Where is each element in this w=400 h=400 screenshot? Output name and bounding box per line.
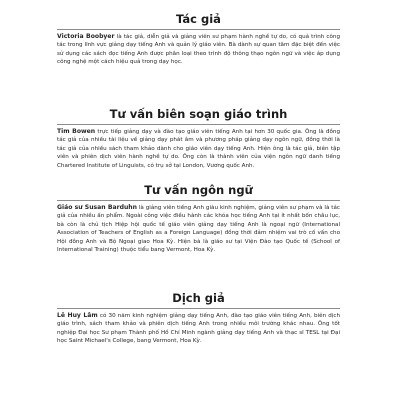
section-body — [57, 33, 340, 67]
bio-text: trực tiếp giảng dạy và đào tạo giáo viên tiếng Anh tại hơn 30 quốc gia. Ông là đồng tác giả của nhiều tài liệu về giảng dạy phát âm và phương pháp giảng dạy ngôn ngữ, đồng thời là tác giả của nhiều sách tham khảo dành cho giáo viên dạy tiếng Anh. Hiện ông là tác giả, biên tập viên và phiên dịch viên hành nghề tự do. Ông còn là thành viên của viện ngôn ngữ danh tiếng Chartered Institute of Linguists, có trụ sở tại London, Vương quốc Anh. — [57, 129, 340, 169]
section-heading: Tư vấn ngôn ngữ — [144, 183, 253, 197]
section-heading: Tư vấn biên soạn giáo trình — [109, 107, 288, 121]
bio-text: có 30 năm kinh nghiệm giảng dạy tiếng Anh, đào tạo giáo viên tiếng Anh, biên dịch giáo trình, sách tham khảo và phiên dịch tiếng Anh trong nhiều môi trường khác nhau. Ông tốt nghiệp Đại học Sư phạm Thành phố Hồ Chí Minh ngành giảng dạy tiếng Anh và thạc sĩ TESL tại Đại học Saint Michael's College, bang Vermont, Hoa Kỳ. — [57, 313, 340, 345]
divider — [57, 124, 340, 125]
section-translator — [57, 289, 340, 346]
person-name: Victoria Boobyer — [57, 33, 115, 40]
section-author — [57, 10, 340, 67]
divider — [57, 200, 340, 201]
section-heading: Dịch giả — [172, 291, 225, 305]
divider — [57, 308, 340, 309]
person-name: Giáo sư Susan Barduhn — [57, 204, 137, 211]
section-curriculum-advisor — [57, 105, 340, 170]
bio-text: là giảng viên tiếng Anh giàu kinh nghiệm, giảng viên sư phạm và là tác giả của nhiều ấn phẩm. Ngoài công việc điều hành các khóa học tiếng Anh tại ít nhất bốn châu lục, bà còn là chủ tịch Hiệp hội quốc tế giáo viên giảng dạy tiếng Anh là ngoại ngữ (International Association of Teachers of English as a Foreign Language) đồng thời đảm nhiệm vai trò cố vấn cho Hội đồng Anh và Bộ Ngoại giao Hoa Kỳ. Hiện bà là giáo sư tại Viện Đào tạo Quốc tế (School of International Training) thuộc tiểu bang Vermont, Hoa Kỳ. — [57, 205, 340, 254]
section-body — [57, 312, 340, 346]
bio-text: là tác giả, diễn giả và giảng viên sư phạm hành nghề tự do, có quá trình công tác trong lĩnh vực giảng dạy tiếng Anh và quản lý giáo viên. Bà dành sự quan tâm đặc biệt đến việc sử dụng các sách đọc tiếng Anh được phân loại theo trình độ thông thạo ngôn ngữ và việc áp dụng công nghệ một cách hiệu quả trong dạy học. — [57, 34, 340, 66]
person-name: Lê Huy Lâm — [57, 312, 98, 319]
person-name: Tim Bowen — [57, 128, 96, 135]
section-heading: Tác giả — [176, 12, 221, 26]
section-body — [57, 204, 340, 254]
section-language-advisor — [57, 181, 340, 254]
divider — [57, 29, 340, 30]
section-body — [57, 128, 340, 170]
